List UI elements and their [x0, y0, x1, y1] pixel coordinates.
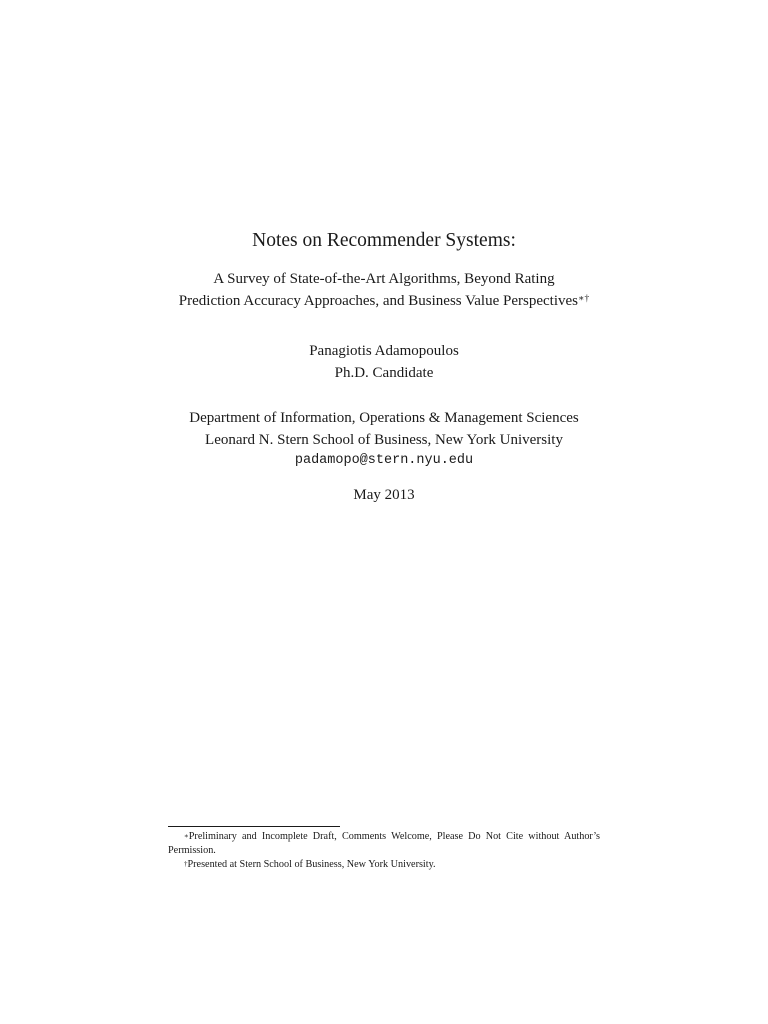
author-email[interactable]: padamopo@stern.nyu.edu: [294, 453, 474, 468]
author-role: Ph.D. Candidate: [334, 365, 434, 381]
author-school: Leonard N. Stern School of Business, New York University: [205, 432, 563, 448]
footnote-1-mark: ∗: [184, 832, 189, 840]
subtitle-text-1: A Survey of State-of-the-Art Algorithms, Beyond Rating: [213, 271, 555, 287]
paper-subtitle-line-1: [0, 268, 768, 290]
paper-date: May 2013: [353, 487, 415, 503]
paper-subtitle-line-2: [0, 290, 768, 312]
author-name: Panagiotis Adamopoulos: [309, 343, 459, 359]
paper-title: Notes on Recommender Systems:: [252, 230, 516, 251]
footnote-1-text: Preliminary and Incomplete Draft, Comments Welcome, Please Do Not Cite without Author’s Permission.: [168, 831, 600, 856]
footnote-divider: [168, 826, 340, 827]
footnote-1: [168, 830, 600, 858]
footnote-2-mark: †: [184, 860, 188, 868]
subtitle-text-2: Prediction Accuracy Approaches, and Business Value Perspectives: [178, 293, 578, 309]
footnote-marks: ∗†: [578, 294, 590, 304]
footnote-2: [168, 858, 600, 872]
author-department: Department of Information, Operations & Management Sciences: [189, 410, 579, 426]
footnote-2-text: Presented at Stern School of Business, New York University.: [187, 859, 436, 870]
